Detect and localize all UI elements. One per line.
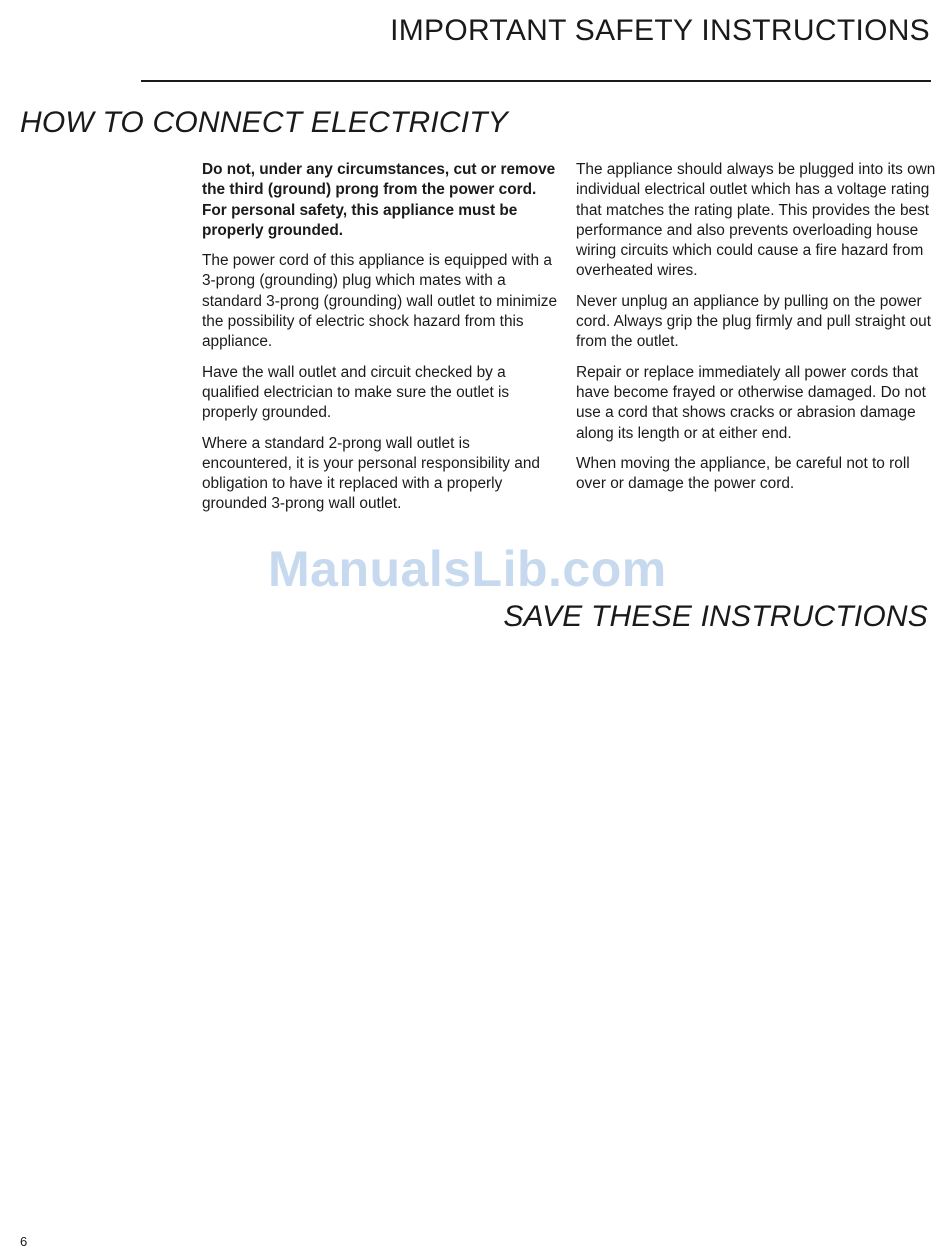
- ground-prong-warning: Do not, under any circumstances, cut or remove the third (ground) prong from the power cord. For personal safety, this appliance must be properly grounded.: [202, 161, 556, 239]
- moving-appliance-paragraph: When moving the appliance, be careful not to roll over or damage the power cord.: [576, 454, 910, 493]
- two-prong-outlet-paragraph: Where a standard 2-prong wall outlet is encountered, it is your personal responsibility and obligation to have it replaced with a properly grounded 3-prong wall outlet.: [202, 434, 540, 513]
- left-column: [202, 160, 558, 525]
- save-instructions-title: SAVE THESE INSTRUCTIONS: [503, 600, 928, 633]
- outlet-check-paragraph: Have the wall outlet and circuit checked by a qualified electrician to make sure the outlet is properly grounded.: [202, 363, 510, 422]
- right-column: [576, 160, 936, 504]
- section-title: HOW TO CONNECT ELECTRICITY: [20, 106, 508, 139]
- unplug-paragraph: Never unplug an appliance by pulling on the power cord. Always grip the plug firmly and pull straight out from the outlet.: [576, 292, 932, 351]
- watermark: ManualsLib.com: [268, 541, 667, 597]
- repair-cord-paragraph: Repair or replace immediately all power cords that have become frayed or otherwise damaged. Do not use a cord that shows cracks or abrasion damage along its length or at either end.: [576, 363, 926, 442]
- header-divider: [141, 80, 931, 82]
- power-cord-paragraph: The power cord of this appliance is equipped with a 3-prong (grounding) plug which mates with a standard 3-prong (grounding) wall outlet to minimize the possibility of electric shock hazard from this appliance.: [202, 252, 558, 351]
- page-number: 6: [20, 1234, 28, 1249]
- page-header-title: IMPORTANT SAFETY INSTRUCTIONS: [390, 14, 930, 47]
- individual-outlet-paragraph: The appliance should always be plugged into its own individual electrical outlet which has a voltage rating that matches the rating plate. This provides the best performance and also prevents overloading house wiring circuits which could cause a fire hazard from overheated wires.: [576, 161, 936, 280]
